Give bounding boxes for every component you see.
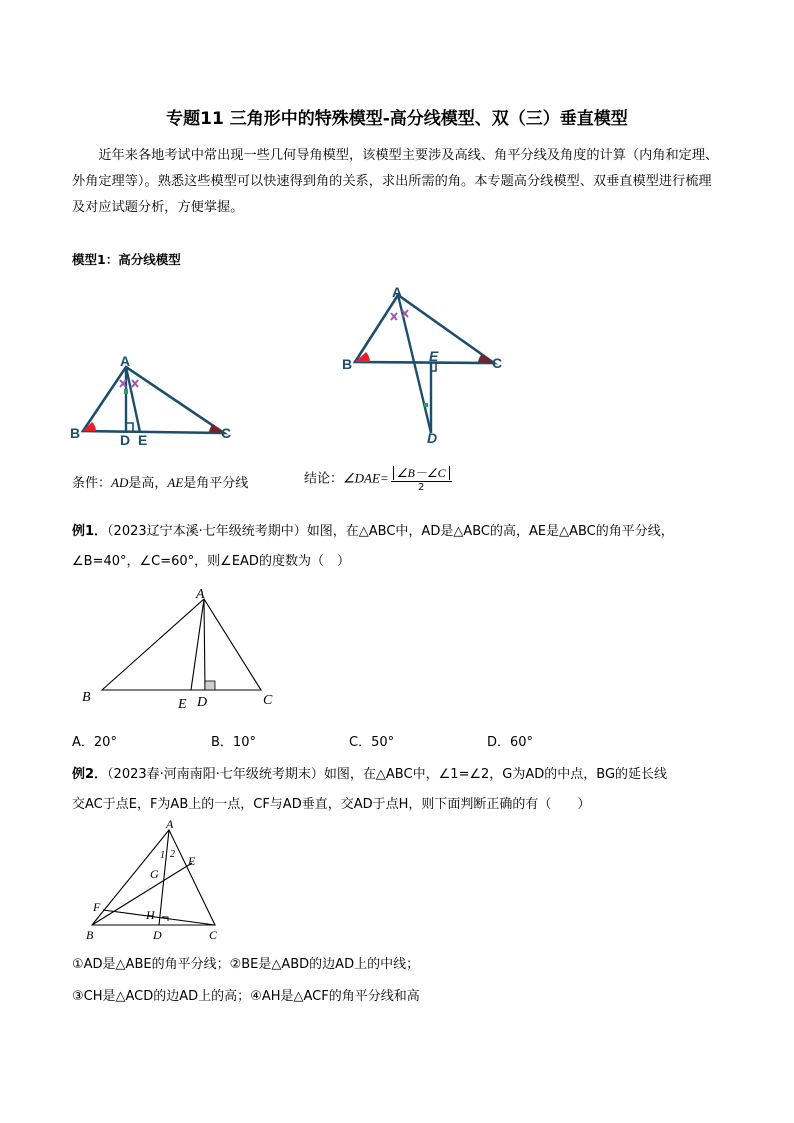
model1-heading: 模型1：高分线模型 [72, 252, 181, 267]
label-b: B [86, 928, 94, 942]
model1-figure-left [68, 352, 238, 447]
label-c: C [492, 355, 503, 371]
example1-label: 例1． [72, 524, 108, 539]
label-e: E [138, 432, 148, 447]
example1-source: （2023辽宁本溪·七年级统考期中） [107, 524, 307, 539]
intro-paragraph: 近年来各地考试中常出现一些几何导角模型，该模型主要涉及高线、角平分线及角度的计算（内角和定理、外角定理等）。熟悉这些模型可以快速得到角的关系，求出所需的角。本专题高分线模型、双垂直模型进行梳理及对应试题分析，方便掌握。 [72, 148, 719, 215]
example2-source: （2023春·河南南阳·七年级统考期末） [107, 767, 324, 782]
example2-statements-2: ③CH是△ACD的边AD上的高；④AH是△ACF的角平分线和高 [72, 989, 420, 1004]
conclusion-numerator: ∠B－∠C [393, 466, 450, 480]
example2-label: 例2． [72, 767, 108, 782]
conclusion-prefix: 结论： [304, 471, 344, 487]
triangle-abc [102, 599, 261, 690]
bisector-ad [159, 830, 169, 925]
label-a: A [196, 587, 205, 602]
model1-figure-right [338, 283, 513, 448]
condition-mid2: 是角平分线 [183, 476, 249, 491]
example1-option-d: D．60° [487, 735, 534, 750]
page-title: 专题11 三角形中的特殊模型-高分线模型、双（三）垂直模型 [166, 109, 628, 129]
label-d: D [153, 928, 162, 942]
label-a: A [392, 284, 403, 300]
label-d: D [427, 430, 438, 446]
altitude-ad [204, 599, 205, 690]
example1-option-c: C．50° [349, 735, 395, 750]
example2-statements-1: ①AD是△ABE的角平分线；②BE是△ABD的边AD上的中线； [72, 957, 420, 972]
label-f: F [93, 900, 101, 914]
conclusion-fraction [391, 464, 452, 494]
label-a: A [166, 817, 174, 831]
condition-prefix: 条件： [72, 476, 112, 491]
bisector-ae [191, 599, 204, 690]
example1-option-b: B．10° [211, 735, 256, 750]
example2-line1 [72, 763, 667, 782]
label-d: D [120, 432, 131, 447]
conclusion-lhs: ∠DAE= [343, 470, 389, 486]
label-e: E [429, 348, 439, 364]
label-e: E [188, 854, 196, 868]
triangle-abc [83, 367, 224, 433]
label-e: E [178, 697, 187, 712]
model1-condition [72, 472, 248, 491]
label-b: B [70, 425, 81, 441]
label-angle-1: 1 [160, 850, 165, 861]
example1-text: 如图，在△ABC中，AD是△ABC的高，AE是△ABC的角平分线， [306, 524, 674, 539]
condition-ad: AD [111, 475, 129, 490]
condition-ae: AE [167, 475, 184, 490]
condition-mid1: 是高， [128, 476, 168, 491]
label-b: B [342, 356, 353, 372]
angle-dae-mark [124, 389, 128, 394]
example1-line1 [72, 520, 674, 539]
label-c: C [263, 693, 273, 708]
example1-line2: ∠B=40°，∠C=60°，则∠EAD的度数为（ ） [72, 554, 350, 569]
example1-option-a: A．20° [72, 735, 117, 750]
label-a: A [120, 353, 131, 369]
bisector-marks [391, 310, 408, 320]
label-g: G [150, 867, 159, 881]
label-c: C [221, 425, 232, 441]
label-angle-2: 2 [170, 849, 175, 860]
conclusion-denominator: 2 [417, 482, 425, 493]
example2-line2: 交AC于点E，F为AB上的一点，CF与AD垂直，交AD于点H，则下面判断正确的有（ ） [72, 797, 591, 812]
example2-text: 如图，在△ABC中，∠1=∠2，G为AD的中点，BG的延长线 [323, 767, 668, 782]
angle-d-mark [424, 403, 428, 407]
model1-conclusion [304, 464, 452, 494]
triangle-abc [355, 295, 494, 363]
label-h: H [146, 908, 155, 922]
example2-figure [82, 815, 232, 945]
label-d: D [197, 695, 208, 710]
example1-figure [74, 582, 284, 712]
label-b: B [82, 690, 91, 705]
label-c: C [209, 928, 218, 942]
right-angle-mark [205, 681, 215, 690]
